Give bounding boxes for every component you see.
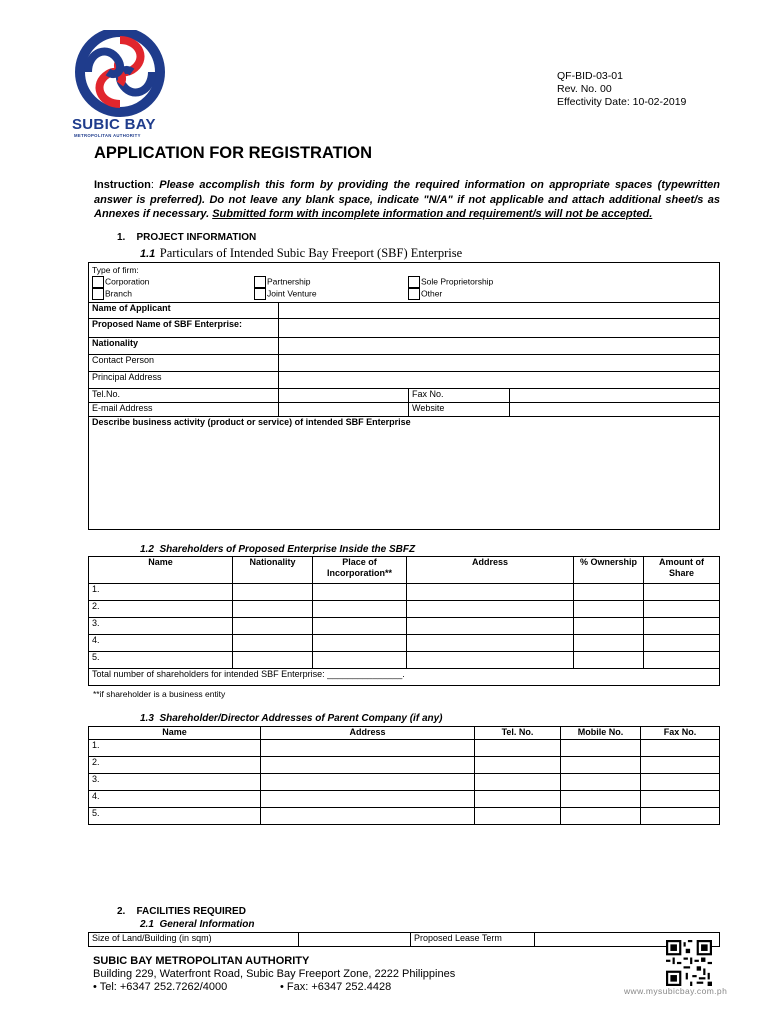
fax-label: Fax No. xyxy=(409,389,510,403)
section-2-1-heading: 2.1 General Information xyxy=(140,919,255,930)
particulars-table xyxy=(88,262,720,530)
proposed-name-field[interactable] xyxy=(279,319,720,338)
principal-address-field[interactable] xyxy=(279,372,720,389)
website-label: Website xyxy=(409,403,510,417)
business-activity-field[interactable]: Describe business activity (product or service) of intended SBF Enterprise xyxy=(89,417,720,530)
contact-person-label: Contact Person xyxy=(89,355,279,372)
col-place-of-incorporation: Place of Incorporation** xyxy=(313,557,407,584)
table-row[interactable]: 1. xyxy=(89,740,720,757)
type-of-firm-row: Type of firm: Corporation Partnership Sole Proprietorship Branch Joint Venture Other xyxy=(89,263,720,303)
col-fax: Fax No. xyxy=(641,727,720,740)
size-field[interactable] xyxy=(299,933,411,947)
table-row[interactable]: 4. xyxy=(89,635,720,652)
form-code: QF-BID-03-01 xyxy=(557,70,623,82)
section-1-3-heading: 1.3 Shareholder/Director Addresses of Parent Company (if any) xyxy=(140,713,443,724)
section-1-heading: 1. PROJECT INFORMATION xyxy=(117,232,257,243)
applicant-field[interactable] xyxy=(279,303,720,319)
branch-checkbox[interactable] xyxy=(92,288,104,300)
joint-venture-checkbox[interactable] xyxy=(254,288,266,300)
footer-telephone: • Tel: +6347 252.7262/4000 xyxy=(93,981,228,993)
instruction-warning: Submitted form with incomplete information and requirement/s will not be accepted. xyxy=(212,208,653,220)
table-row[interactable]: 4. xyxy=(89,791,720,808)
partnership-checkbox[interactable] xyxy=(254,276,266,288)
proposed-name-label: Proposed Name of SBF Enterprise: xyxy=(89,319,279,338)
email-field[interactable] xyxy=(279,403,409,417)
shareholder-footnote: **if shareholder is a business entity xyxy=(93,689,226,699)
applicant-label: Name of Applicant xyxy=(89,303,279,319)
table-row[interactable]: 1. xyxy=(89,584,720,601)
footer-fax: • Fax: +6347 252.4428 xyxy=(280,981,392,993)
footer-address: Building 229, Waterfront Road, Subic Bay Freeport Zone, 2222 Philippines xyxy=(93,968,456,980)
table-row[interactable]: 3. xyxy=(89,618,720,635)
table-row[interactable]: 2. xyxy=(89,757,720,774)
website-field[interactable] xyxy=(510,403,720,417)
nationality-field[interactable] xyxy=(279,338,720,355)
tel-field[interactable] xyxy=(279,389,409,403)
col-address: Address xyxy=(261,727,475,740)
section-1-2-heading: 1.2 Shareholders of Proposed Enterprise Inside the SBFZ xyxy=(140,544,416,555)
shareholders-table xyxy=(88,556,720,686)
col-name: Name xyxy=(89,557,233,584)
tel-label: Tel.No. xyxy=(89,389,279,403)
col-amount-of-share: Amount of Share xyxy=(644,557,720,584)
sole-proprietorship-checkbox[interactable] xyxy=(408,276,420,288)
table-row[interactable]: 3. xyxy=(89,774,720,791)
table-row[interactable]: 5. xyxy=(89,808,720,825)
section-2-heading: 2. FACILITIES REQUIRED xyxy=(117,906,246,917)
facilities-table xyxy=(88,932,720,947)
size-label: Size of Land/Building (in sqm) xyxy=(89,933,299,947)
qr-code-icon xyxy=(666,940,712,986)
effectivity-date: Effectivity Date: 10-02-2019 xyxy=(557,96,687,108)
page-title: APPLICATION FOR REGISTRATION xyxy=(94,144,373,162)
lease-term-label: Proposed Lease Term xyxy=(411,933,535,947)
col-name: Name xyxy=(89,727,261,740)
revision-number: Rev. No. 00 xyxy=(557,83,612,95)
col-ownership: % Ownership xyxy=(574,557,644,584)
table-row[interactable]: 2. xyxy=(89,601,720,618)
other-checkbox[interactable] xyxy=(408,288,420,300)
section-1-1-heading: 1.1 Particulars of Intended Subic Bay Freeport (SBF) Enterprise xyxy=(140,246,463,260)
footer-website: www.mysubicbay.com.ph xyxy=(624,986,728,996)
nationality-label: Nationality xyxy=(89,338,279,355)
contact-person-field[interactable] xyxy=(279,355,720,372)
instruction-paragraph: Instruction: Please accomplish this form by providing the required information on appropriate spaces (typewritten answer is preferred). Do not leave any blank space, indicate "N/A" if not applicable and attach additional sheet/s as Annexes if necessary. Submitted form with incomplete information and requirement/s will not be accepted. xyxy=(94,179,720,220)
col-tel: Tel. No. xyxy=(475,727,561,740)
table-row[interactable]: 5. xyxy=(89,652,720,669)
document-code-block xyxy=(557,70,686,109)
footer-organization: SUBIC BAY METROPOLITAN AUTHORITY xyxy=(93,955,310,967)
principal-address-label: Principal Address xyxy=(89,372,279,389)
parent-company-table xyxy=(88,726,720,825)
email-label: E-mail Address xyxy=(89,403,279,417)
corporation-checkbox[interactable] xyxy=(92,276,104,288)
total-shareholders-row[interactable]: Total number of shareholders for intended SBF Enterprise: _______________. xyxy=(89,669,720,686)
col-mobile: Mobile No. xyxy=(561,727,641,740)
instruction-label: Instruction xyxy=(94,179,151,191)
logo-subtitle: METROPOLITAN AUTHORITY xyxy=(74,133,141,138)
logo-wordmark: SUBIC BAY xyxy=(72,116,156,133)
instruction-text: Please accomplish this form by providing the required information on appropriate spaces (typewritten answer is preferred). Do not leave any blank space, indicate "N/A" if not applicable and attach additional sheet/s as Annexes if necessary. xyxy=(94,179,720,220)
col-address: Address xyxy=(407,557,574,584)
col-nationality: Nationality xyxy=(233,557,313,584)
fax-field[interactable] xyxy=(510,389,720,403)
